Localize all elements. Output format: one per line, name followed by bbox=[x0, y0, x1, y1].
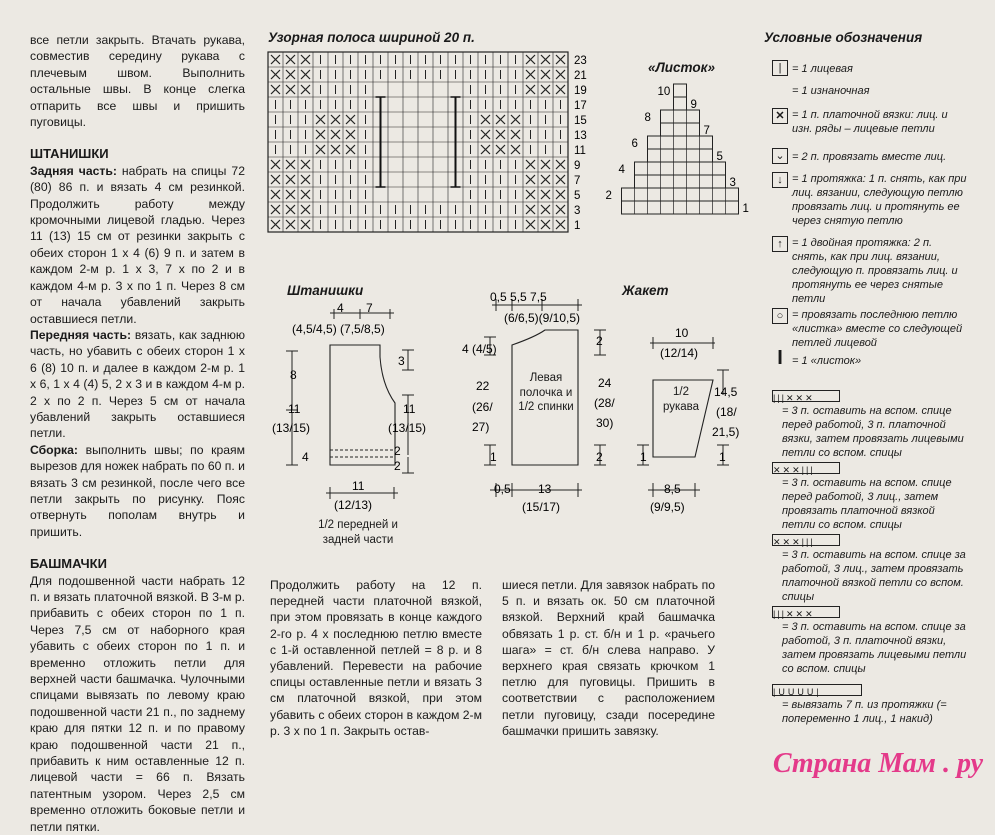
text-column-middle: Продолжить работу на 12 п. передней части платочной вязкой, при этом провязать в конце каждого 2-го р. 4 х последнюю петлю вместе с 1-й оставленной петлей = 8 р. и 8 убавлений. Перевести на рабочие спицы оставленные петли и вязать 3 см платочной вязкой, при этом убавить с обеих сторон в каждом 2-м р. 3 х по 1 п. Закрыть остав- bbox=[270, 578, 482, 738]
jacket-bottom-2: 13 bbox=[538, 482, 552, 496]
leaf-join-icon: ○ bbox=[772, 308, 788, 324]
jacket-top-nums: 0,5 5,5 7,5 bbox=[490, 290, 547, 304]
leaf-row-number-left: 8 bbox=[644, 112, 651, 124]
pants-back-paragraph bbox=[30, 163, 245, 327]
pants-bottom-sizes: (12/13) bbox=[334, 498, 373, 512]
jacket-schematic-svg bbox=[460, 285, 750, 525]
pants-diagram-title: Штанишки bbox=[287, 283, 364, 298]
jacket-bottom-1: 0,5 bbox=[494, 482, 511, 496]
leaf-row-number-right: 1 bbox=[742, 203, 749, 215]
pattern-row-number: 7 bbox=[574, 175, 581, 187]
jacket-right-4: 30) bbox=[596, 416, 614, 430]
pants-right-4: 2 bbox=[394, 444, 401, 458]
pants-right-1: 3 bbox=[398, 354, 405, 368]
leaf-row-number-left: 2 bbox=[605, 190, 612, 202]
pants-front-paragraph bbox=[30, 327, 245, 442]
jacket-right-3: (28/ bbox=[594, 396, 615, 410]
jacket-left-4: 27) bbox=[472, 420, 490, 434]
pattern-title: Узорная полоса шириной 20 п. bbox=[268, 30, 475, 45]
sleeve-right-small: 1 bbox=[719, 450, 726, 464]
sleeve-left-small: 1 bbox=[640, 450, 647, 464]
cable-1-icon: |||✕✕✕ bbox=[772, 390, 840, 402]
legend-title: Условные обозначения bbox=[764, 30, 923, 45]
text-column-left bbox=[30, 32, 245, 835]
double-slip-icon: ↑ bbox=[772, 236, 788, 252]
jacket-right-1: 2 bbox=[596, 334, 603, 348]
pants-assembly-paragraph bbox=[30, 442, 245, 540]
pattern-row-number: 5 bbox=[574, 190, 581, 202]
front-label: Передняя часть: bbox=[30, 327, 132, 342]
leaf-chart bbox=[605, 78, 750, 243]
pattern-row-number: 3 bbox=[574, 205, 581, 217]
pants-left-4: 4 bbox=[302, 450, 309, 464]
sleeve-top-sizes: (12/14) bbox=[660, 346, 699, 360]
jacket-left-2: 22 bbox=[476, 379, 490, 393]
leaf-row-number-left: 10 bbox=[657, 86, 671, 98]
intro-paragraph: все петли закрыть. Втачать рукава, совместив середину рукава с плечевым швом. Выполнить остальные швы. В конце слегка отпарить все швы и пришить пуговицы. bbox=[30, 33, 245, 130]
sleeve-label: 1/2 рукава bbox=[662, 386, 700, 413]
sleeve-right-3: 21,5) bbox=[712, 425, 740, 439]
text-column-right: шиеся петли. Для завязок набрать по 5 п. и вязать ок. 50 см платочной вязкой. Верхний край башмачка обвязать 1 р. ст. б/н и 1 р. «рачьего шага» = ст. б/н слева направо. У верхнего края связать крючком 1 петлю для пуговицы. Пришить в соответствии с расположением петли пуговицу, сзади посередине башмачки пришить завязку. bbox=[502, 578, 715, 738]
pattern-row-number: 9 bbox=[574, 160, 581, 172]
pattern-row-number: 15 bbox=[574, 115, 587, 127]
site-watermark: Страна Мам . ру bbox=[772, 748, 983, 779]
jacket-left-1b: (4/5) bbox=[472, 342, 497, 356]
assembly-text: выполнить швы; по краям вырезов для ножек набрать по 60 п. и вязать 3 см резинкой, после чего все петли закрыть по рисунку. Пояс отвернуть пополам внутрь и пришить. bbox=[30, 442, 245, 539]
jacket-left-3: (26/ bbox=[472, 400, 493, 414]
leaf-row-number-left: 4 bbox=[618, 164, 625, 176]
leaf-row-number-right: 9 bbox=[690, 99, 697, 111]
garter-stitch-icon: ✕ bbox=[772, 108, 788, 124]
pattern-row-number: 19 bbox=[574, 85, 587, 97]
knit-stitch-icon: | bbox=[772, 60, 788, 76]
leaf-bar-icon: I bbox=[777, 347, 783, 369]
jacket-bottom-sizes: (15/17) bbox=[522, 500, 561, 514]
pants-right-2: 11 bbox=[403, 402, 416, 416]
pants-left-1: 8 bbox=[290, 368, 297, 382]
pattern-row-number: 21 bbox=[574, 70, 587, 82]
pants-caption: 1/2 передней и задней части bbox=[318, 519, 398, 546]
leaf-grid-svg bbox=[605, 78, 750, 238]
jacket-right-5: 2 bbox=[596, 450, 603, 464]
leaf-row-number-right: 7 bbox=[703, 125, 710, 137]
jacket-top-sizes: (6/6,5)(9/10,5) bbox=[504, 311, 581, 325]
leaf-row-number-left: 6 bbox=[631, 138, 638, 150]
sleeve-right-2: (18/ bbox=[716, 405, 737, 419]
cable-3-icon: ✕✕✕||| bbox=[772, 534, 840, 546]
pants-top-2: 7 bbox=[366, 301, 373, 315]
sleeve-top: 10 bbox=[675, 326, 689, 340]
pattern-grid-svg bbox=[266, 50, 596, 240]
pattern-row-number: 11 bbox=[574, 145, 586, 157]
front-text: вязать, как заднюю часть, но убавить с обеих сторон 1 х 6 (8) 10 п. и далее в каждом 2-м р. 1 х 6, 1 х 4 (4) 5, 2 х 3 и в каждом 4-м р. 2 х по 2 п. Через 5 см от начала убавлений закрыть оставшиеся петли. bbox=[30, 327, 246, 441]
booties-heading: БАШМАЧКИ bbox=[30, 556, 107, 572]
pants-right-3: (13/15) bbox=[388, 421, 427, 435]
pants-top-1: 4 bbox=[337, 301, 344, 315]
pants-left-3: (13/15) bbox=[272, 421, 311, 435]
sleeve-bottom-sizes: (9/9,5) bbox=[650, 500, 685, 514]
pants-top-sizes: (4,5/4,5) (7,5/8,5) bbox=[292, 322, 385, 336]
pattern-chart bbox=[266, 50, 596, 245]
pants-bottom: 11 bbox=[352, 479, 365, 493]
jacket-body-label: Левая полочка и 1/2 спинки bbox=[518, 372, 574, 413]
slip-decrease-icon: ↓ bbox=[772, 172, 788, 188]
pants-right-5: 2 bbox=[394, 459, 401, 473]
pattern-row-number: 23 bbox=[574, 55, 587, 67]
back-label: Задняя часть: bbox=[30, 163, 117, 178]
leaf-row-number-right: 5 bbox=[716, 151, 723, 163]
jacket-right-2: 24 bbox=[598, 376, 612, 390]
pants-heading: ШТАНИШКИ bbox=[30, 146, 109, 162]
back-text: набрать на спицы 72 (80) 86 п. и вязать 4 см резинкой. Продолжить работу между кромочными лицевой гладью. Через 11 (13) 15 см от резинки закрыть с обеих сторон 1 х 4 (6) 9 п. и затем в каждом 2-м р. 1 х 3, 7 х по 2 и в каждом 4-м р. 3 х по 1 п. Через 8 см от начала убавлений закрыть оставшиеся петли. bbox=[30, 163, 245, 326]
sleeve-right-1: 14,5 bbox=[714, 385, 738, 399]
leaf-row-number-right: 3 bbox=[729, 177, 736, 189]
jacket-left-5: 1 bbox=[490, 450, 497, 464]
pattern-row-number: 1 bbox=[574, 220, 581, 232]
booties-paragraph: Для подошвенной части набрать 12 п. и вязать платочной вязкой. В 3-м р. прибавить с обеих сторон по 1 п. Через 7,5 см от наборного края убавить с обеих сторон по 1 п. и временно отложить петли для верхней части башмачка. Чулочными спицами вывязать по левому краю подошвенной части 21 п., по заднему краю для пятки 12 п. и по правому краю подошвенной части 21 п., прибавить к ним оставленные 12 п. лицевой части = 66 п. Вязать патентным узором. Через 2,5 см временно отложить боковые петли и петли пятки. bbox=[30, 573, 245, 834]
assembly-label: Сборка: bbox=[30, 442, 78, 457]
jacket-left-1: 4 bbox=[462, 342, 469, 356]
jacket-diagram-title: Жакет bbox=[622, 283, 669, 298]
pants-schematic-svg bbox=[270, 295, 450, 555]
leaf-title: «Листок» bbox=[648, 60, 715, 75]
bobble-icon: |UUUU| bbox=[772, 684, 862, 696]
sleeve-bottom: 8,5 bbox=[664, 482, 681, 496]
purl-stitch-icon bbox=[772, 84, 788, 100]
cable-4-icon: |||✕✕✕ bbox=[772, 606, 840, 618]
cable-2-icon: ✕✕✕||| bbox=[772, 462, 840, 474]
pattern-row-number: 17 bbox=[574, 100, 587, 112]
pants-left-2: 11 bbox=[288, 402, 301, 416]
pattern-row-number: 13 bbox=[574, 130, 587, 142]
k2tog-icon: ⌄ bbox=[772, 148, 788, 164]
jacket-diagram bbox=[460, 285, 750, 530]
